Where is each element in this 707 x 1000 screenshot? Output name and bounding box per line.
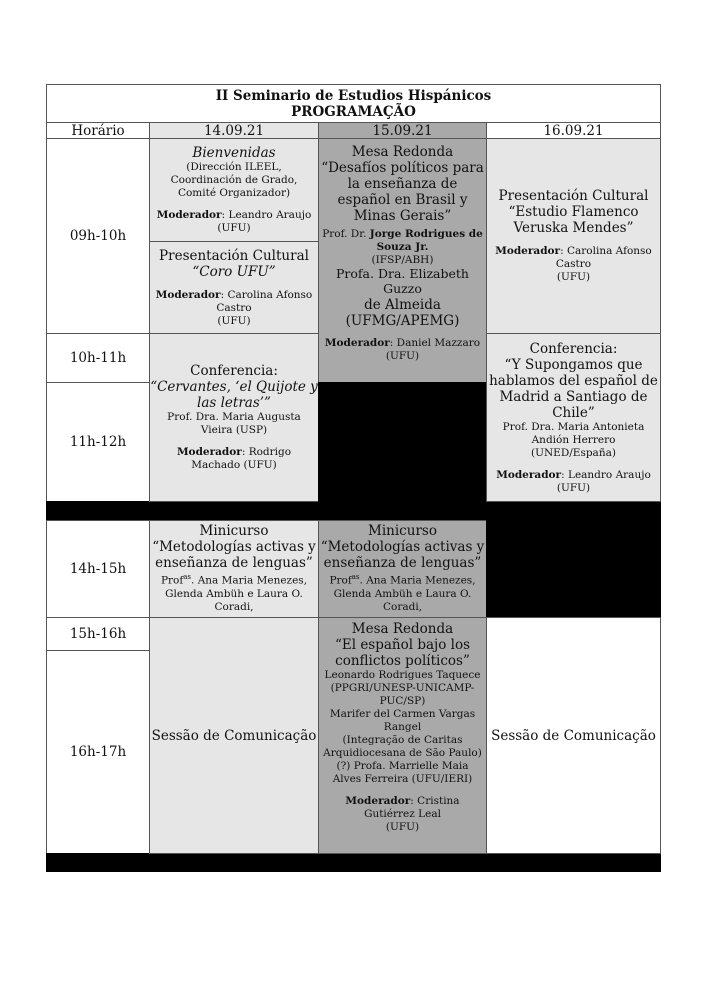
empty-slot-day3-afternoon	[486, 520, 661, 618]
column-header-day-3: 16.09.21	[486, 122, 661, 139]
moderator: Moderador: Cristina	[345, 795, 460, 807]
event-title: Presentación Cultural	[498, 188, 649, 204]
time-slot-10-11: 10h-11h	[46, 333, 150, 383]
event-estudio-flamenco: Presentación Cultural “Estudio Flamenco Veruska Mendes” Moderador: Carolina Afonso Castro (UFU)	[486, 138, 661, 334]
moderator: Moderador: Carolina Afonso	[495, 245, 652, 257]
time-slot-14-15: 14h-15h	[46, 520, 150, 618]
time-slot-09-10: 09h-10h	[46, 138, 150, 334]
event-title: Minicurso	[199, 523, 269, 539]
event-mesa-redonda-conflictos: Mesa Redonda “El español bajo los conflictos políticos” Leonardo Rodrigues Taquece (PPGRI/UNESP-UNICAMP- PUC/SP) Marifer del Carmen Vargas Rangel (Integração de Caritas Arquidiocesana de São Paulo) (?) Profa. Marrielle Maia Alves Ferreira (UFU/IERI) Moderador: Cristina Gutiérrez Leal (UFU)	[318, 617, 487, 854]
event-title: Presentación Cultural	[159, 247, 309, 264]
event-bienvenidas: Bienvenidas (Dirección ILEEL, Coordinación de Grado, Comité Organizador) Moderador: Leandro Araujo (UFU)	[149, 138, 319, 242]
program-subtitle: PROGRAMAÇÃO	[291, 103, 416, 120]
event-minicurso-day2: Minicurso “Metodologías activas y enseñanza de lenguas” Prof$^{as}$. Ana Maria Menezes, Glenda Ambüh e Laura O. Coradi,	[318, 520, 487, 618]
moderator: Moderador: Leandro Araujo	[156, 209, 312, 221]
lunch-break-band	[46, 501, 661, 521]
seminar-title: II Seminario de Estudios Hispánicos	[215, 87, 492, 104]
event-title: Bienvenidas	[192, 145, 276, 161]
column-header-day-2: 15.09.21	[318, 122, 487, 139]
schedule-header	[46, 84, 661, 123]
event-title: Mesa Redonda	[351, 144, 454, 160]
time-slot-16-17: 16h-17h	[46, 650, 150, 854]
event-coro-ufu: Presentación Cultural “Coro UFU” Moderador: Carolina Afonso Castro (UFU)	[149, 241, 319, 334]
column-header-time: Horário	[46, 122, 150, 139]
moderator: Moderador: Leandro Araujo	[496, 468, 651, 481]
event-minicurso-day1: Minicurso “Metodologías activas y enseñanza de lenguas” Prof$^{as}$. Ana Maria Menezes, Glenda Ambüh e Laura O. Coradi,	[149, 520, 319, 618]
time-slot-11-12: 11h-12h	[46, 382, 150, 502]
event-title: Conferencia:	[190, 363, 278, 379]
empty-slot-day2-morning	[318, 382, 487, 502]
event-conferencia-cervantes: Conferencia: “Cervantes, ‘el Quijote y las letras’” Prof. Dra. Maria Augusta Vieira (USP) Moderador: Rodrigo Machado (UFU)	[149, 333, 319, 502]
moderator: Moderador: Carolina Afonso	[155, 288, 313, 301]
event-conferencia-supongamos: Conferencia: “Y Supongamos que hablamos del español de Madrid a Santiago de Chile” Prof. Dra. Maria Antonieta Andión Herrero (UNED/España) Moderador: Leandro Araujo (UFU)	[486, 333, 661, 502]
moderator: Moderador: Rodrigo	[176, 446, 292, 458]
event-mesa-redonda-desafios: Mesa Redonda “Desafíos políticos para la enseñanza de español en Brasil y Minas Gerais” Prof. Dr. Jorge Rodrigues de Souza Jr. (IFSP/ABH) Profa. Dra. Elizabeth Guzzo de Almeida (UFMG/APEMG) Moderador: Daniel Mazzaro (UFU)	[318, 138, 487, 383]
event-title: Mesa Redonda	[351, 621, 454, 637]
time-slot-15-16: 15h-16h	[46, 617, 150, 651]
column-header-day-1: 14.09.21	[149, 122, 319, 139]
closing-band	[46, 853, 661, 872]
event-title: Conferencia:	[529, 340, 618, 357]
event-sessao-comunicacao-day1: Sessão de Comunicação	[149, 617, 319, 854]
event-sessao-comunicacao-day3: Sessão de Comunicação	[486, 617, 661, 854]
event-title: Minicurso	[368, 523, 437, 539]
moderator: Moderador: Daniel Mazzaro	[324, 337, 481, 349]
